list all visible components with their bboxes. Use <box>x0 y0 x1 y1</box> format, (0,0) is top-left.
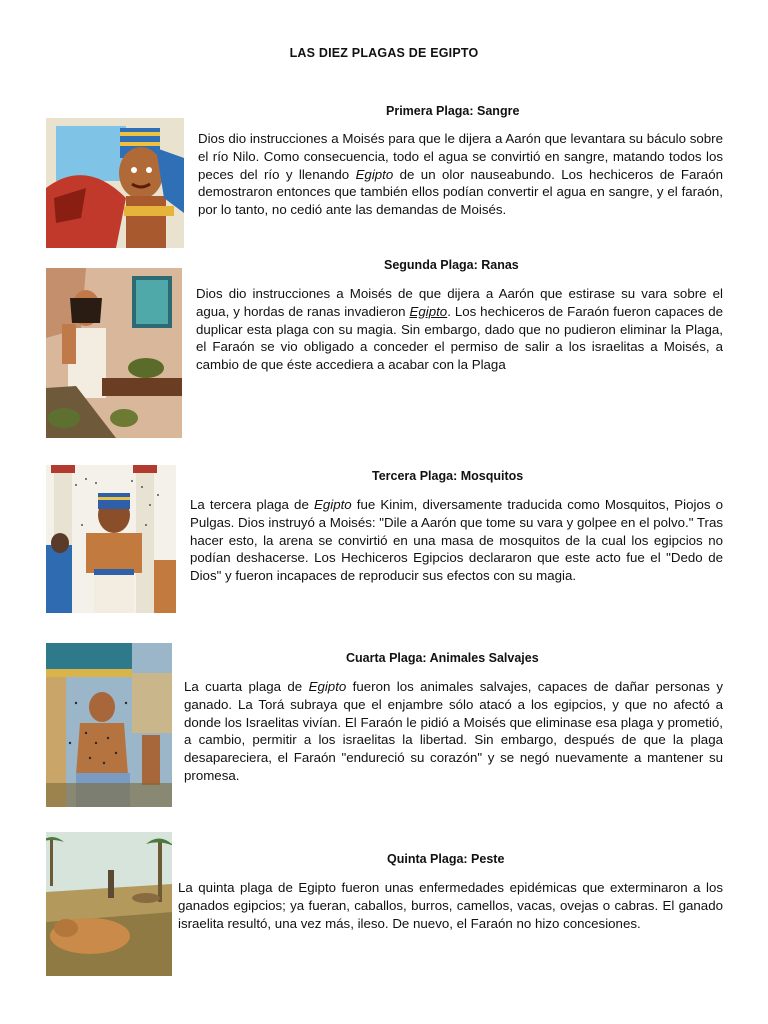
plague-2-heading: Segunda Plaga: Ranas <box>384 258 519 272</box>
plague-2-illustration <box>46 268 182 438</box>
plague-3-heading: Tercera Plaga: Mosquitos <box>372 469 524 483</box>
document-title: LAS DIEZ PLAGAS DE EGIPTO <box>289 46 479 60</box>
plague-1-illustration <box>46 118 184 248</box>
plague-4-illustration <box>46 643 172 807</box>
plague-1-heading: Primera Plaga: Sangre <box>386 104 520 118</box>
plague-5-heading: Quinta Plaga: Peste <box>387 852 505 866</box>
plague-4-heading: Cuarta Plaga: Animales Salvajes <box>346 651 539 665</box>
plague-1-text: Dios dio instrucciones a Moisés para que le dijera a Aarón que levantara su báculo sobre el río Nilo. Como consecuencia, todo el agua se convirtió en sangre, matando todos los peces del río y llenando Egipto de un olor nauseabundo. Los hechiceros de Faraón demostraron entonces que también ellos podían convertir el agua en sangre, y el faraón, por lo tanto, no cedió ante las demandas de Moisés. <box>198 131 723 218</box>
plague-3-illustration <box>46 465 176 613</box>
plague-5-illustration <box>46 832 172 976</box>
plague-2-text: Dios dio instrucciones a Moisés de que dijera a Aarón que estirase su vara sobre el agua, y hordas de ranas invadieron Egipto. Los hechiceros de Faraón fueron capaces de duplicar esta plaga con su magia. Sin embargo, dado que no pudieron eliminar la Plaga, el Faraón se vio obligado a conceder el permiso de salir a los israelitas a Moisés, a cambio de que éste accediera a acabar con la Plaga <box>196 286 723 373</box>
plague-3-text: La tercera plaga de Egipto fue Kinim, diversamente traducida como Mosquitos, Piojos o Pulgas. Dios instruyó a Moisés: "Dile a Aarón que tome su vara y golpee en el polvo." Tras hacer esto, la arena se convirtió en una masa de mosquitos de la cual los egipcios no podían deshacerse. Los Hechiceros Egipcios declararon que este acto fue el "Dedo de Dios" y fueron incapaces de reproducir sus efectos con su magia. <box>190 497 723 584</box>
plague-5-text: La quinta plaga de Egipto fueron unas enfermedades epidémicas que exterminaron a los ganados egipcios; ya fueran, caballos, burros, camellos, vacas, ovejas o cabras. El ganado israelita resultó, una vez más, ileso. De nuevo, el Faraón no hizo concesiones. <box>178 880 723 931</box>
plague-4-text: La cuarta plaga de Egipto fueron los animales salvajes, capaces de dañar personas y ganado. La Torá subraya que el enjambre sólo atacó a los egipcios, y que no afectó a donde los Israelitas vivían. El Faraón le pidió a Moisés que eliminase esa plaga y prometió, a cambio, permitir a los israelitas la libertad. Sin embargo, después de que la plaga desapareciera, el Faraón "endureció su corazón" y se negó nuevamente a mantener su promesa. <box>184 679 723 783</box>
